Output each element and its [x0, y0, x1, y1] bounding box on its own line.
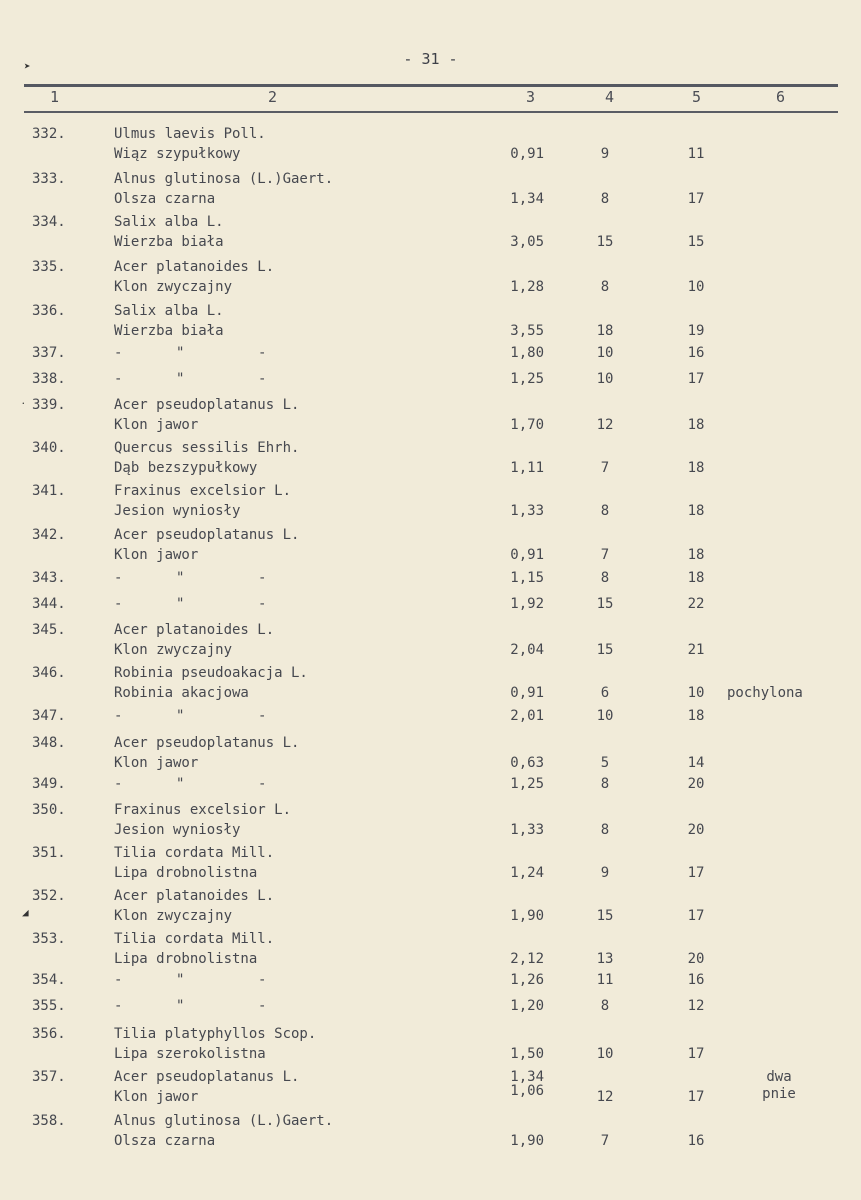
value-col3: 1,25: [510, 371, 544, 387]
value-col5: 20: [687, 776, 705, 792]
latin-name: Tilia cordata Mill.: [114, 931, 275, 947]
value-col4: 10: [596, 371, 614, 387]
entry-number: 355.: [32, 998, 66, 1014]
ditto-mark: -: [114, 776, 123, 792]
value-col5: 18: [687, 503, 705, 519]
column-header-4: 4: [605, 88, 615, 106]
entry-number: 348.: [32, 735, 66, 751]
value-col4: 5: [600, 755, 610, 771]
ditto-mark: ": [176, 371, 185, 387]
entry-number: 344.: [32, 596, 66, 612]
polish-name: Olsza czarna: [114, 191, 216, 207]
margin-mark: ᛫: [20, 398, 27, 411]
value-col5: 18: [687, 417, 705, 433]
latin-name: Acer platanoides L.: [114, 259, 275, 275]
polish-name: Klon zwyczajny: [114, 908, 233, 924]
ditto-mark: ": [176, 596, 185, 612]
latin-name: Alnus glutinosa (L.)Gaert.: [114, 1113, 334, 1129]
entry-number: 354.: [32, 972, 66, 988]
column-header-3: 3: [526, 88, 536, 106]
entry-number: 352.: [32, 888, 66, 904]
latin-name: Salix alba L.: [114, 303, 224, 319]
value-col3: 2,04: [510, 642, 544, 658]
value-col4: 7: [600, 547, 610, 563]
value-col3: 1,80: [510, 345, 544, 361]
ditto-mark: -: [114, 708, 123, 724]
entry-number: 338.: [32, 371, 66, 387]
value-col4: 8: [600, 998, 610, 1014]
value-col3: 1,33: [510, 822, 544, 838]
latin-name: Acer pseudoplatanus L.: [114, 527, 300, 543]
value-col3: 1,70: [510, 417, 544, 433]
entry-number: 349.: [32, 776, 66, 792]
polish-name: Lipa szerokolistna: [114, 1046, 266, 1062]
column-header-5: 5: [692, 88, 702, 106]
entry-number: 339.: [32, 397, 66, 413]
value-col4: 10: [596, 708, 614, 724]
polish-name: Klon jawor: [114, 417, 199, 433]
polish-name: Wierzba biała: [114, 234, 224, 250]
value-col5: 12: [687, 998, 705, 1014]
value-col3-second: 1,06: [510, 1083, 544, 1099]
entry-number: 342.: [32, 527, 66, 543]
value-col5: 22: [687, 596, 705, 612]
value-col4: 12: [596, 1089, 614, 1105]
polish-name: Klon zwyczajny: [114, 279, 233, 295]
entry-number: 353.: [32, 931, 66, 947]
ditto-mark: ": [176, 776, 185, 792]
entry-number: 334.: [32, 214, 66, 230]
entry-number: 351.: [32, 845, 66, 861]
value-col5: 10: [687, 685, 705, 701]
value-col5: 20: [687, 951, 705, 967]
entry-number: 350.: [32, 802, 66, 818]
value-col5: 14: [687, 755, 705, 771]
value-col4: 15: [596, 642, 614, 658]
ditto-mark: ": [176, 708, 185, 724]
value-col3: 2,01: [510, 708, 544, 724]
entry-number: 356.: [32, 1026, 66, 1042]
value-col4: 18: [596, 323, 614, 339]
polish-name: Robinia akacjowa: [114, 685, 249, 701]
latin-name: Fraxinus excelsior L.: [114, 483, 292, 499]
ditto-mark: ": [176, 998, 185, 1014]
value-col5: 17: [687, 865, 705, 881]
latin-name: Acer pseudoplatanus L.: [114, 397, 300, 413]
value-col5: 11: [687, 146, 705, 162]
ditto-mark: -: [114, 998, 123, 1014]
polish-name: Klon jawor: [114, 547, 199, 563]
polish-name: Klon jawor: [114, 1089, 199, 1105]
value-col4: 7: [600, 460, 610, 476]
latin-name: Acer pseudoplatanus L.: [114, 735, 300, 751]
polish-name: Klon zwyczajny: [114, 642, 233, 658]
ditto-mark: -: [114, 972, 123, 988]
ditto-mark: -: [258, 371, 267, 387]
value-col4: 15: [596, 596, 614, 612]
entry-number: 335.: [32, 259, 66, 275]
value-col3: 1,90: [510, 908, 544, 924]
value-col4: 8: [600, 279, 610, 295]
value-col3: 0,91: [510, 146, 544, 162]
latin-name: Salix alba L.: [114, 214, 224, 230]
entry-number: 332.: [32, 126, 66, 142]
ditto-mark: -: [114, 371, 123, 387]
remark: dwa: [766, 1069, 792, 1085]
value-col4: 9: [600, 865, 610, 881]
value-col5: 17: [687, 908, 705, 924]
ditto-mark: -: [258, 345, 267, 361]
value-col4: 7: [600, 1133, 610, 1149]
value-col5: 20: [687, 822, 705, 838]
value-col5: 16: [687, 1133, 705, 1149]
ditto-mark: ": [176, 345, 185, 361]
entry-number: 340.: [32, 440, 66, 456]
polish-name: Wierzba biała: [114, 323, 224, 339]
value-col3: 0,63: [510, 755, 544, 771]
value-col5: 18: [687, 460, 705, 476]
value-col3: 1,92: [510, 596, 544, 612]
ditto-mark: -: [114, 570, 123, 586]
table-header-rule: [24, 111, 838, 113]
value-col5: 17: [687, 1089, 705, 1105]
polish-name: Lipa drobnolistna: [114, 951, 258, 967]
entry-number: 357.: [32, 1069, 66, 1085]
value-col4: 8: [600, 503, 610, 519]
value-col5: 16: [687, 972, 705, 988]
value-col4: 8: [600, 570, 610, 586]
entry-number: 343.: [32, 570, 66, 586]
value-col3: 3,55: [510, 323, 544, 339]
entry-number: 337.: [32, 345, 66, 361]
latin-name: Robinia pseudoakacja L.: [114, 665, 308, 681]
value-col4: 12: [596, 417, 614, 433]
ditto-mark: -: [258, 570, 267, 586]
latin-name: Fraxinus excelsior L.: [114, 802, 292, 818]
entry-number: 333.: [32, 171, 66, 187]
value-col3: 1,28: [510, 279, 544, 295]
value-col3: 1,26: [510, 972, 544, 988]
margin-mark: ➤: [24, 60, 31, 73]
value-col3: 0,91: [510, 685, 544, 701]
polish-name: Klon jawor: [114, 755, 199, 771]
latin-name: Tilia platyphyllos Scop.: [114, 1026, 317, 1042]
value-col5: 17: [687, 371, 705, 387]
polish-name: Dąb bezszypułkowy: [114, 460, 258, 476]
latin-name: Alnus glutinosa (L.)Gaert.: [114, 171, 334, 187]
value-col3: 1,15: [510, 570, 544, 586]
ditto-mark: -: [258, 972, 267, 988]
remark-second-line: pnie: [762, 1086, 796, 1102]
value-col3: 1,20: [510, 998, 544, 1014]
value-col3: 1,50: [510, 1046, 544, 1062]
value-col5: 17: [687, 191, 705, 207]
entry-number: 346.: [32, 665, 66, 681]
value-col4: 15: [596, 234, 614, 250]
latin-name: Quercus sessilis Ehrh.: [114, 440, 300, 456]
polish-name: Wiąz szypułkowy: [114, 146, 241, 162]
polish-name: Lipa drobnolistna: [114, 865, 258, 881]
value-col5: 15: [687, 234, 705, 250]
entry-number: 347.: [32, 708, 66, 724]
ditto-mark: -: [114, 345, 123, 361]
value-col4: 6: [600, 685, 610, 701]
entry-number: 336.: [32, 303, 66, 319]
value-col4: 9: [600, 146, 610, 162]
margin-mark: ◢: [22, 906, 29, 919]
value-col3: 1,24: [510, 865, 544, 881]
value-col5: 16: [687, 345, 705, 361]
entry-number: 345.: [32, 622, 66, 638]
latin-name: Acer pseudoplatanus L.: [114, 1069, 300, 1085]
value-col3: 1,90: [510, 1133, 544, 1149]
value-col4: 10: [596, 345, 614, 361]
value-col5: 10: [687, 279, 705, 295]
value-col3: 0,91: [510, 547, 544, 563]
latin-name: Tilia cordata Mill.: [114, 845, 275, 861]
value-col4: 8: [600, 822, 610, 838]
value-col4: 8: [600, 776, 610, 792]
remark: pochylona: [727, 685, 803, 701]
ditto-mark: -: [258, 776, 267, 792]
value-col3: 2,12: [510, 951, 544, 967]
ditto-mark: -: [114, 596, 123, 612]
entry-number: 358.: [32, 1113, 66, 1129]
polish-name: Jesion wyniosły: [114, 503, 241, 519]
column-header-6: 6: [776, 88, 786, 106]
value-col5: 17: [687, 1046, 705, 1062]
latin-name: Ulmus laevis Poll.: [114, 126, 266, 142]
value-col5: 19: [687, 323, 705, 339]
polish-name: Olsza czarna: [114, 1133, 216, 1149]
ditto-mark: -: [258, 998, 267, 1014]
page-number: - 31 -: [403, 50, 458, 68]
entry-number: 341.: [32, 483, 66, 499]
ditto-mark: -: [258, 596, 267, 612]
value-col5: 18: [687, 708, 705, 724]
table-top-rule: [24, 84, 838, 87]
column-header-1: 1: [50, 88, 60, 106]
value-col3: 1,11: [510, 460, 544, 476]
ditto-mark: -: [258, 708, 267, 724]
value-col3: 1,34: [510, 191, 544, 207]
value-col5: 21: [687, 642, 705, 658]
ditto-mark: ": [176, 570, 185, 586]
polish-name: Jesion wyniosły: [114, 822, 241, 838]
value-col3: 1,25: [510, 776, 544, 792]
value-col5: 18: [687, 570, 705, 586]
column-header-2: 2: [268, 88, 278, 106]
value-col3: 3,05: [510, 234, 544, 250]
value-col3: 1,33: [510, 503, 544, 519]
value-col4: 13: [596, 951, 614, 967]
value-col4: 10: [596, 1046, 614, 1062]
latin-name: Acer platanoides L.: [114, 622, 275, 638]
value-col5: 18: [687, 547, 705, 563]
value-col3: 1,34: [510, 1069, 544, 1085]
value-col4: 11: [596, 972, 614, 988]
value-col4: 15: [596, 908, 614, 924]
value-col4: 8: [600, 191, 610, 207]
latin-name: Acer platanoides L.: [114, 888, 275, 904]
ditto-mark: ": [176, 972, 185, 988]
